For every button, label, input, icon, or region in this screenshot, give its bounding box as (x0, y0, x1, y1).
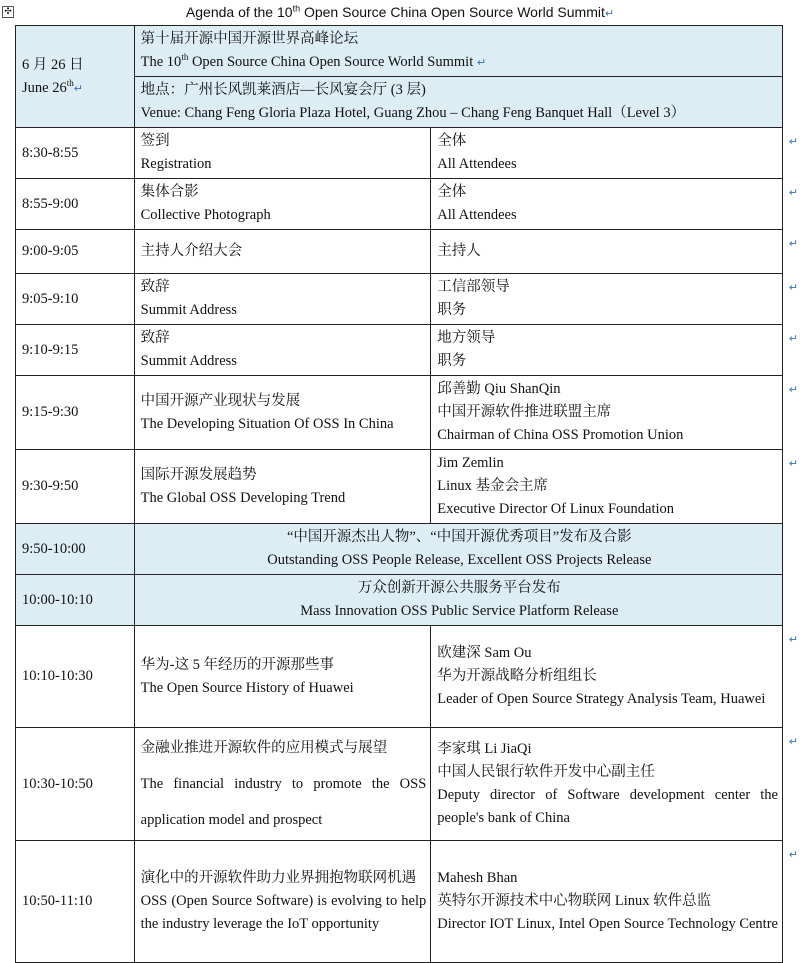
table-row (16, 325, 783, 376)
topic-cell: 华为-这 5 年经历的开源那些事 The Open Source History of Huawei (134, 626, 431, 728)
cell-end-mark-icon: ↵ (788, 848, 798, 861)
speaker-cell: 李家琪 Li JiaQi 中国人民银行软件开发中心副主任 Deputy director of Software development center the people's bank of China ↵ (431, 728, 783, 841)
speaker-cell: 全体 All Attendees ↵ (431, 179, 783, 230)
venue-cell: 地点：广州长风凯莱酒店—长风宴会厅 (3 层) Venue: Chang Feng Gloria Plaza Hotel, Guang Zhou – Chang Feng Banquet Hall（Level 3） (134, 77, 782, 128)
table-row (16, 230, 783, 274)
table-row (16, 575, 783, 626)
time-cell: 9:30-9:50 (16, 450, 135, 524)
time-cell: 9:50-10:00 (16, 524, 135, 575)
cell-end-mark-icon: ↵ (788, 332, 798, 345)
table-row-header (16, 26, 783, 77)
topic-cell: 致辞 Summit Address (134, 325, 431, 376)
merged-event-cell: “中国开源杰出人物”、“中国开源优秀项目”发布及合影 Outstanding OSS People Release, Excellent OSS Projects Release (134, 524, 782, 575)
speaker-cell: 工信部领导 职务 ↵ (431, 274, 783, 325)
table-row (16, 450, 783, 524)
topic-cell: 主持人介绍大会 (134, 230, 431, 274)
table-row (16, 841, 783, 963)
table-row (16, 728, 783, 841)
cell-end-mark-icon: ↵ (788, 633, 798, 646)
cell-end-mark-icon: ↵ (788, 281, 798, 294)
table-row (16, 376, 783, 450)
time-cell: 9:10-9:15 (16, 325, 135, 376)
document-title: Agenda of the 10th Open Source China Open Source World Summit↵ (185, 3, 615, 20)
cell-end-mark-icon: ↵ (788, 237, 798, 250)
speaker-cell: Mahesh Bhan 英特尔开源技术中心物联网 Linux 软件总监 Director IOT Linux, Intel Open Source Technology Centre ↵ (431, 841, 783, 963)
time-cell: 10:10-10:30 (16, 626, 135, 728)
merged-event-cell: 万众创新开源公共服务平台发布 Mass Innovation OSS Public Service Platform Release (134, 575, 782, 626)
speaker-cell: 地方领导 职务 ↵ (431, 325, 783, 376)
time-cell: 10:30-10:50 (16, 728, 135, 841)
topic-cell: 金融业推进开源软件的应用模式与展望 The financial industry to promote the OSS application model and prospect (134, 728, 431, 841)
topic-cell: 中国开源产业现状与发展 The Developing Situation Of OSS In China (134, 376, 431, 450)
time-cell: 10:50-11:10 (16, 841, 135, 963)
cell-end-mark-icon: ↵ (788, 135, 798, 148)
speaker-cell: 主持人 ↵ (431, 230, 783, 274)
summit-name-cell: 第十届开源中国开源世界高峰论坛 The 10th Open Source China Open Source World Summit ↵ (134, 26, 782, 77)
paragraph-mark-icon: ↵ (604, 7, 615, 20)
agenda-table (15, 25, 798, 963)
time-cell: 9:15-9:30 (16, 376, 135, 450)
time-cell: 8:55-9:00 (16, 179, 135, 230)
topic-cell: 签到 Registration (134, 128, 431, 179)
time-cell: 9:05-9:10 (16, 274, 135, 325)
table-row (16, 179, 783, 230)
speaker-cell: 全体 All Attendees ↵ (431, 128, 783, 179)
speaker-cell: 邱善勤 Qiu ShanQin 中国开源软件推进联盟主席 Chairman of China OSS Promotion Union ↵ (431, 376, 783, 450)
topic-cell: 演化中的开源软件助力业界拥抱物联网机遇 OSS (Open Source Software) is evolving to help the industry leverage the IoT opportunity (134, 841, 431, 963)
time-cell: 8:30-8:55 (16, 128, 135, 179)
time-cell: 9:00-9:05 (16, 230, 135, 274)
table-row (16, 274, 783, 325)
cell-end-mark-icon: ↵ (788, 186, 798, 199)
cell-end-mark-icon: ↵ (788, 735, 798, 748)
topic-cell: 致辞 Summit Address (134, 274, 431, 325)
topic-cell: 国际开源发展趋势 The Global OSS Developing Trend (134, 450, 431, 524)
table-row (16, 626, 783, 728)
table-row (16, 524, 783, 575)
topic-cell: 集体合影 Collective Photograph (134, 179, 431, 230)
cell-end-mark-icon: ↵ (788, 457, 798, 470)
time-cell: 10:00-10:10 (16, 575, 135, 626)
table-move-handle-icon[interactable]: ✣ (2, 6, 14, 18)
date-cell: 6 月 26 日 June 26th↵ (16, 26, 135, 128)
speaker-cell: 欧建深 Sam Ou 华为开源战略分析组组长 Leader of Open Source Strategy Analysis Team, Huawei ↵ (431, 626, 783, 728)
cell-end-mark-icon: ↵ (788, 383, 798, 396)
table-row (16, 128, 783, 179)
speaker-cell: Jim Zemlin Linux 基金会主席 Executive Director Of Linux Foundation ↵ (431, 450, 783, 524)
